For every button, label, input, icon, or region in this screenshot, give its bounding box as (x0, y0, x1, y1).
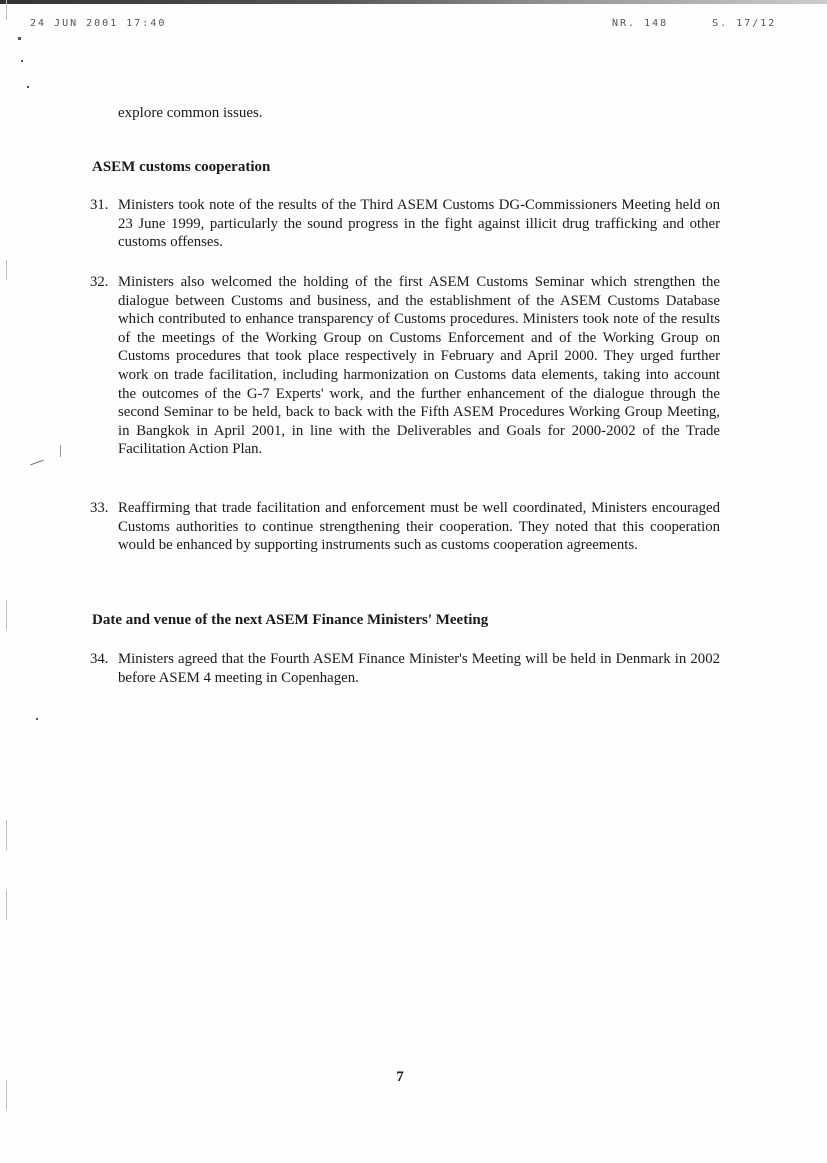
scan-line (6, 890, 7, 920)
paragraph-text: Ministers also welcomed the holding of the first ASEM Customs Seminar which strengthen the dialogue between Customs and business, and the establishment of the ASEM Customs Database which contributed to enhance transparency of Customs procedures. Ministers took note of the results of the meetings of the Working Group on Customs Enforcement and of the Working Group on Customs procedures that took place respectively in February and April 2000. They urged further work on trade facilitation, including harmonization on Customs data elements, taking into account the outcomes of the G-7 Experts' work, and the further enhancement of the dialogue through the second Seminar to be held, back to back with the Fifth ASEM Procedures Working Group Meeting, in Bangkok in April 2001, in line with the Deliverables and Goals for 2000-2002 of the Trade Facilitation Action Plan. (118, 274, 720, 458)
fax-scan-edge (0, 0, 827, 4)
scan-line (6, 820, 7, 850)
scan-speck (27, 86, 29, 88)
paragraph-33 (90, 499, 720, 555)
paragraph-number: 34. (90, 651, 109, 667)
scan-line (6, 260, 7, 280)
paragraph-number: 31. (90, 197, 109, 213)
paragraph-number: 32. (90, 274, 109, 290)
scan-line (6, 0, 7, 20)
paragraph-text: Reaffirming that trade facilitation and enforcement must be well coordinated, Ministers encouraged Customs authorities to continue strengthening their cooperation. They noted that this cooperation would be enhanced by supporting instruments such as customs cooperation agreements. (118, 500, 720, 554)
scan-stroke (60, 445, 61, 457)
scan-stroke (30, 460, 43, 466)
fax-header-left: 24 JUN 2001 17:40 (30, 18, 167, 29)
scan-speck (36, 718, 38, 720)
paragraph-34 (90, 650, 720, 687)
page-number: 7 (396, 1069, 404, 1085)
section-heading-next-meeting: Date and venue of the next ASEM Finance Ministers' Meeting (92, 612, 489, 628)
paragraph-text: Ministers took note of the results of the Third ASEM Customs DG-Commissioners Meeting held on 23 June 1999, particularly the sound progress in the fight against illicit drug trafficking and other customs offenses. (118, 197, 720, 251)
paragraph-31 (90, 196, 720, 252)
fax-header-right (612, 18, 820, 29)
fax-header-number: NR. 148 (612, 18, 669, 29)
scan-speck (18, 37, 21, 40)
paragraph-text: Ministers agreed that the Fourth ASEM Finance Minister's Meeting will be held in Denmark in 2002 before ASEM 4 meeting in Copenhagen. (118, 651, 720, 686)
paragraph-32 (90, 273, 720, 459)
section-heading-customs: ASEM customs cooperation (92, 159, 271, 175)
paragraph-number: 33. (90, 500, 109, 516)
scan-speck (21, 60, 23, 62)
fax-header-page: S. 17/12 (712, 18, 777, 29)
scan-line (6, 600, 7, 630)
lead-text: explore common issues. (118, 105, 263, 121)
